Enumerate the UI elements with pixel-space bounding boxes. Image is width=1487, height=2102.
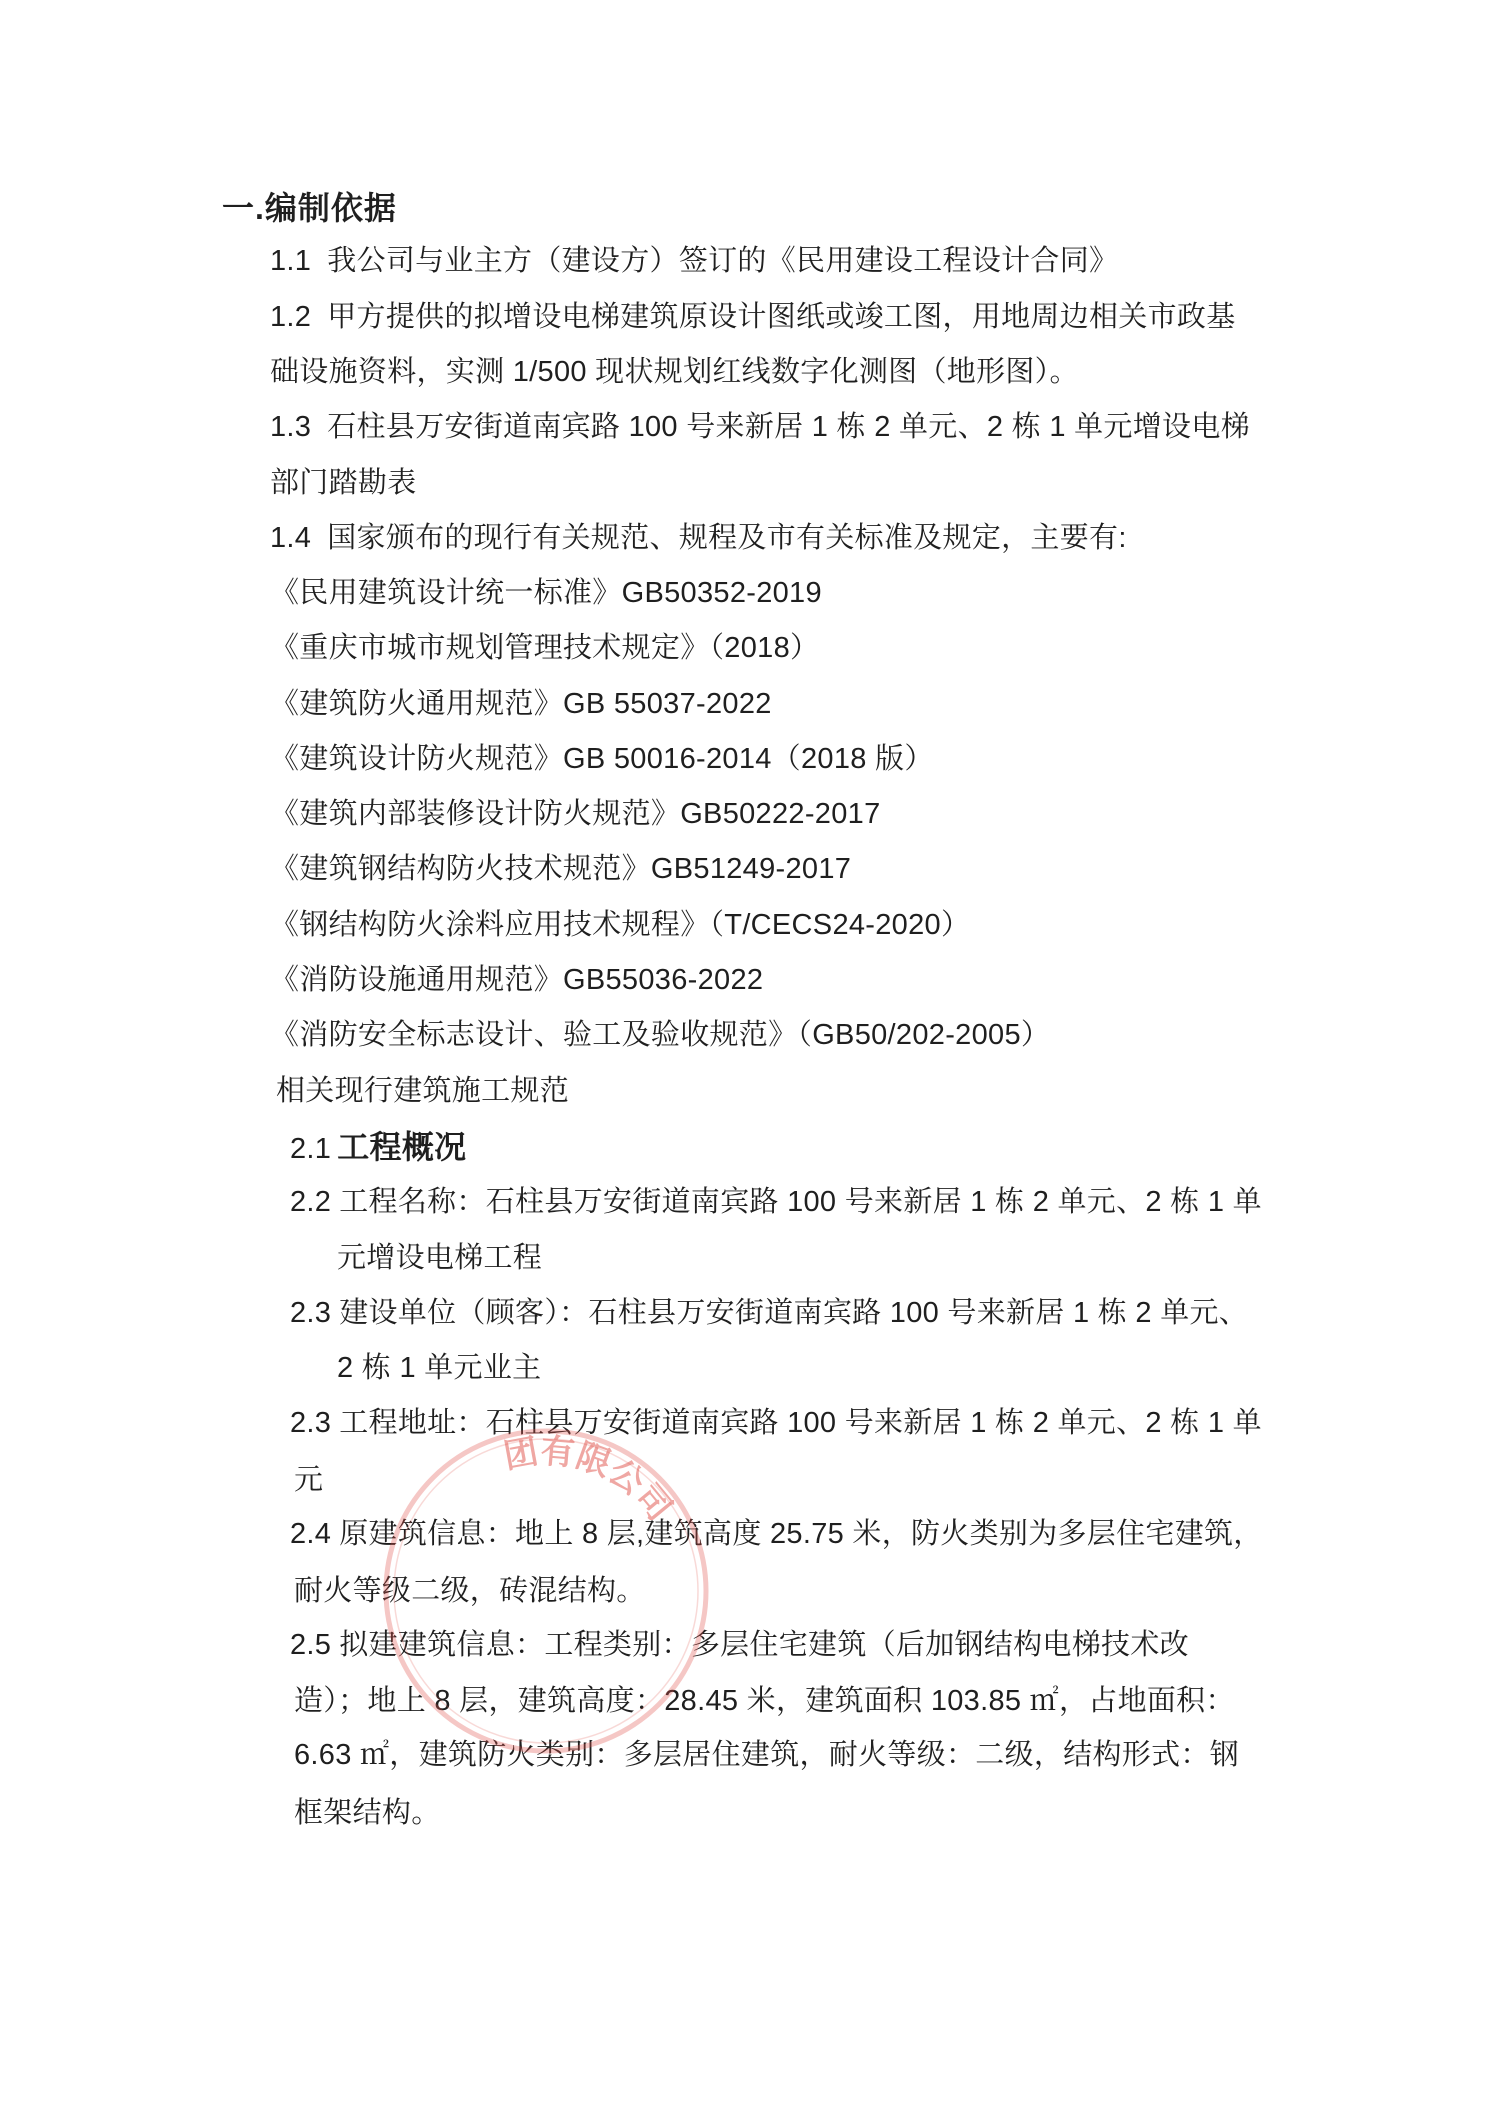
item-2-3-project-address-text: 工程地址：石柱县万安街道南宾路 100 号来新居 1 栋 2 单元、2 栋 1 单 [339, 1407, 1262, 1439]
item-2-5-line-3: 6.63 ㎡，建筑防火类别：多层居住建筑，耐火等级：二级，结构形式：钢 [294, 1739, 1240, 1771]
basis-heading: 一.编制依据 [222, 190, 397, 226]
item-2-5-line-2: 造）；地上 8 层，建筑高度：28.45 米，建筑面积 103.85 ㎡，占地面积： [294, 1685, 1235, 1717]
item-2-3-project-address [290, 1403, 1262, 1443]
item-1-3-line-2: 部门踏勘表 [270, 467, 417, 499]
standard-item: 《建筑钢结构防火技术规范》GB51249-2017 [270, 853, 852, 885]
item-1-1-text: 我公司与业主方（建设方）签订的《民用建设工程设计合同》 [327, 245, 1119, 277]
item-2-5-text: 拟建建筑信息：工程类别：多层住宅建筑（后加钢结构电梯技术改 [339, 1629, 1189, 1661]
standard-item: 《钢结构防火涂料应用技术规程》（T/CECS24-2020） [270, 909, 971, 941]
item-2-3-address-number: 2.3 [290, 1407, 332, 1439]
overview-title: 工程概况 [337, 1129, 467, 1165]
standard-item: 《建筑内部装修设计防火规范》GB50222-2017 [270, 798, 881, 830]
item-2-3-number: 2.3 [290, 1297, 332, 1329]
item-1-1 [270, 241, 1118, 281]
item-1-1-number: 1.1 [270, 245, 312, 277]
item-2-4-text: 原建筑信息：地上 8 层,建筑高度 25.75 米，防火类别为多层住宅建筑， [339, 1518, 1263, 1550]
item-2-3-project-address-line-2: 元 [294, 1464, 324, 1496]
item-1-2 [270, 297, 1236, 337]
item-2-4-number: 2.4 [290, 1518, 332, 1550]
item-2-2-text: 工程名称：石柱县万安街道南宾路 100 号来新居 1 栋 2 单元、2 栋 1 单 [339, 1186, 1262, 1218]
standard-item: 《重庆市城市规划管理技术规定》（2018） [270, 632, 820, 664]
item-2-5 [290, 1625, 1189, 1665]
closing-note: 相关现行建筑施工规范 [276, 1075, 570, 1107]
item-2-5-line-4: 框架结构。 [294, 1797, 441, 1829]
standard-item: 《建筑设计防火规范》GB 50016-2014（2018 版） [270, 743, 934, 775]
seal-text-path: 团有限公司 [500, 1431, 680, 1529]
item-2-3-construction-unit-text: 建设单位（顾客）：石柱县万安街道南宾路 100 号来新居 1 栋 2 单元、 [339, 1297, 1249, 1329]
item-2-3-construction-unit-line-2: 2 栋 1 单元业主 [337, 1352, 542, 1384]
item-1-4-text: 国家颁布的现行有关规范、规程及市有关标准及规定，主要有: [327, 522, 1127, 554]
item-1-3-number: 1.3 [270, 411, 312, 443]
item-2-3-construction-unit [290, 1293, 1248, 1333]
item-1-4-number: 1.4 [270, 522, 312, 554]
overview-number: 2.1 [290, 1133, 332, 1165]
standard-item: 《消防设施通用规范》GB55036-2022 [270, 964, 764, 996]
item-2-2 [290, 1182, 1262, 1222]
standard-item: 《建筑防火通用规范》GB 55037-2022 [270, 688, 772, 720]
standard-item: 《消防安全标志设计、验工及验收规范》（GB50/202-2005） [270, 1019, 1051, 1051]
item-1-3-text: 石柱县万安街道南宾路 100 号来新居 1 栋 2 单元、2 栋 1 单元增设电梯 [327, 411, 1250, 443]
standard-item: 《民用建筑设计统一标准》GB50352-2019 [270, 577, 822, 609]
item-1-4 [270, 518, 1127, 558]
item-1-3 [270, 407, 1250, 447]
item-2-2-number: 2.2 [290, 1186, 332, 1218]
item-2-4 [290, 1514, 1263, 1554]
overview-heading [290, 1127, 466, 1167]
item-2-5-number: 2.5 [290, 1629, 332, 1661]
item-2-4-line-2: 耐火等级二级，砖混结构。 [294, 1575, 646, 1607]
item-1-2-line-2: 础设施资料，实测 1/500 现状规划红线数字化测图（地形图）。 [270, 356, 1079, 388]
item-2-2-line-2: 元增设电梯工程 [337, 1242, 543, 1274]
item-1-2-number: 1.2 [270, 301, 312, 333]
item-1-2-text: 甲方提供的拟增设电梯建筑原设计图纸或竣工图，用地周边相关市政基 [327, 301, 1236, 333]
